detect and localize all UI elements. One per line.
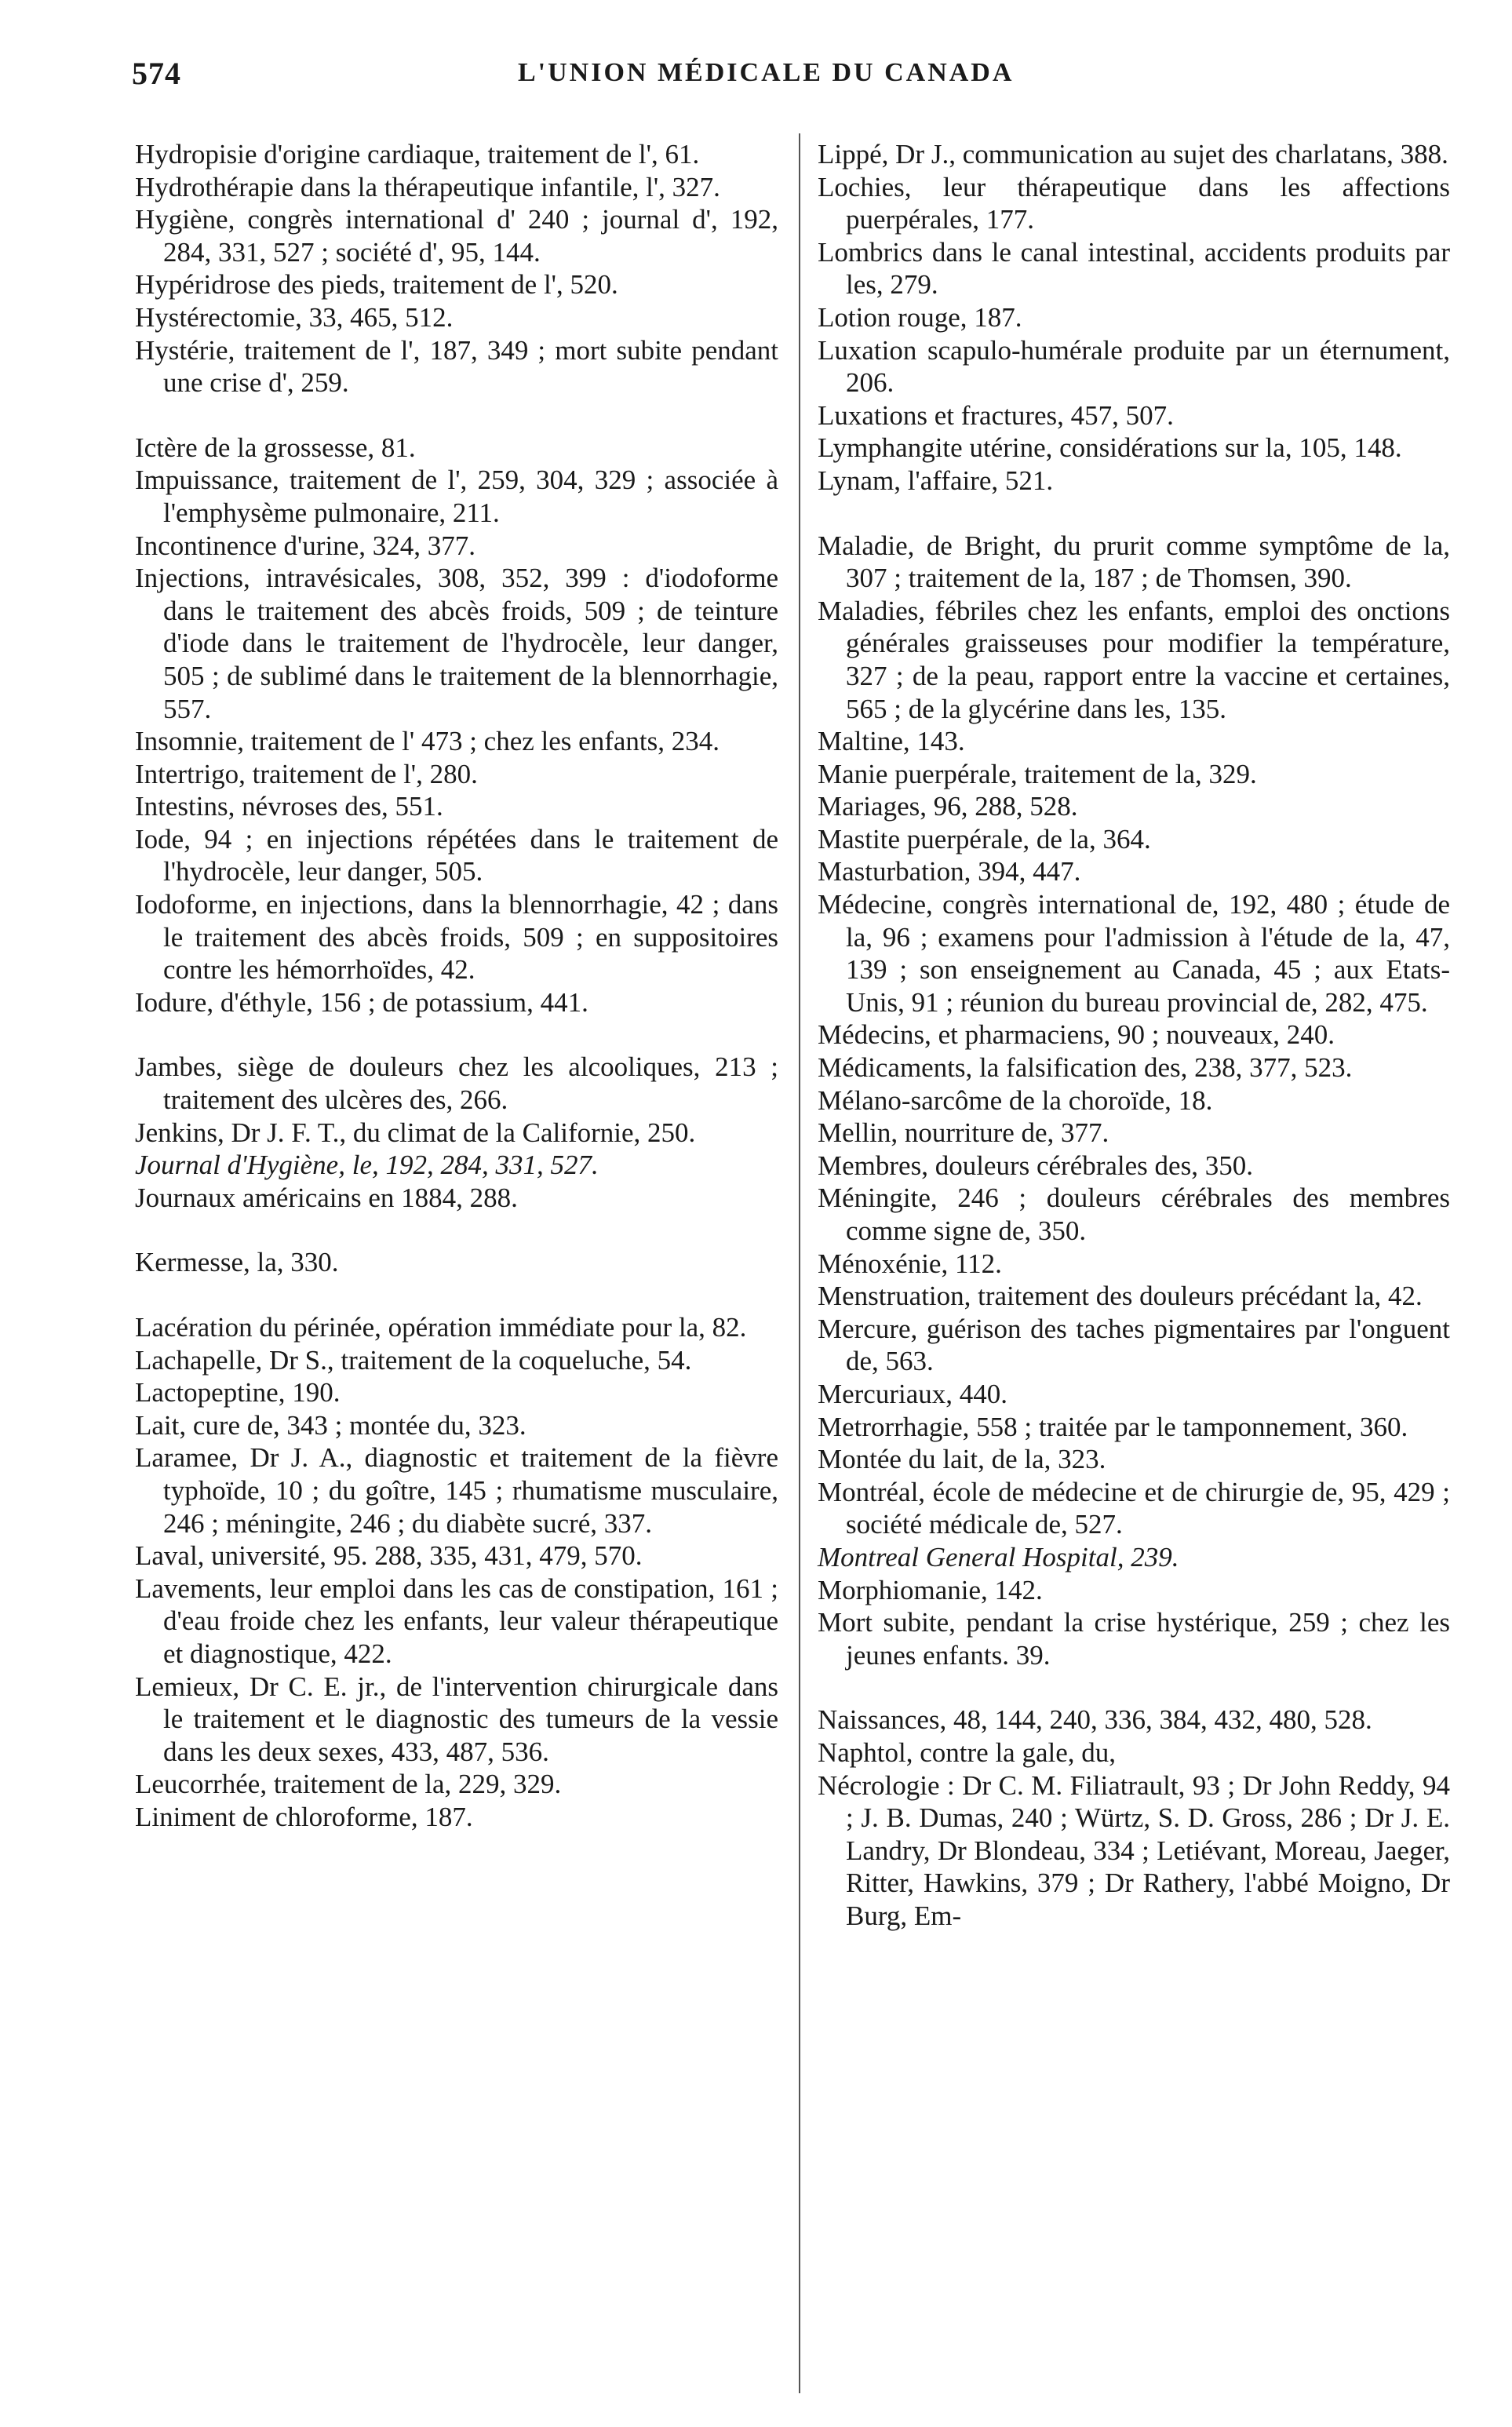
index-entry: Iode, 94 ; en injections répétées dans le traitement de l'hydrocèle, leur danger, 505. — [135, 823, 778, 887]
index-entry: Mercure, guérison des taches pigmentaires par l'onguent de, 563. — [818, 1313, 1450, 1377]
index-entry: Nécrologie : Dr C. M. Filiatrault, 93 ; Dr John Reddy, 94 ; J. B. Dumas, 240 ; Würtz, S. D. Gross, 286 ; Dr J. E. Landry, Dr Blondeau, 334 ; Letiévant, Moreau, Jaeger, Ritter, Hawkins, 379 ; Dr Rathery, l'abbé Moigno, Dr Burg, Em- — [818, 1769, 1450, 1931]
index-entry: Lemieux, Dr C. E. jr., de l'intervention chirurgicale dans le traitement et le diagnostic des tumeurs de la vessie dans les deux sexes, 433, 487, 536. — [135, 1671, 778, 1767]
index-entry: Manie puerpérale, traitement de la, 329. — [818, 758, 1257, 789]
index-entry: Lavements, leur emploi dans les cas de constipation, 161 ; d'eau froide chez les enfants, leur valeur thérapeutique et diagnostique, 422. — [135, 1572, 778, 1669]
index-entry: Mercuriaux, 440. — [818, 1378, 1008, 1409]
index-entry: Journal d'Hygiène, le, 192, 284, 331, 527. — [135, 1150, 599, 1181]
index-entry: Liniment de chloroforme, 187. — [135, 1801, 473, 1832]
column-divider — [799, 133, 800, 2393]
left-column — [135, 138, 778, 1834]
index-entry: Morphiomanie, 142. — [818, 1574, 1043, 1605]
index-entry: Intestins, névroses des, 551. — [135, 791, 443, 822]
index-entry: Lochies, leur thérapeutique dans les affections puerpérales, 177. — [818, 171, 1450, 235]
index-entry: Médecins, et pharmaciens, 90 ; nouveaux, 240. — [818, 1019, 1335, 1051]
index-entry: Jenkins, Dr J. F. T., du climat de la Californie, 250. — [135, 1117, 696, 1148]
index-entry: Hystérectomie, 33, 465, 512. — [135, 301, 454, 333]
index-entry: Hygiène, congrès international d' 240 ; journal d', 192, 284, 331, 527 ; société d', 95, 144. — [135, 204, 778, 268]
index-entry: Laval, université, 95. 288, 335, 431, 479, 570. — [135, 1540, 643, 1572]
index-entry: Laramee, Dr J. A., diagnostic et traitement de la fièvre typhoïde, 10 ; du goître, 145 ; rhumatisme musculaire, 246 ; méningite, 246 ; du diabète sucré, 337. — [135, 1442, 778, 1539]
running-title: L'UNION MÉDICALE DU CANADA — [518, 58, 1015, 87]
index-entry: Montreal General Hospital, 239. — [818, 1541, 1179, 1572]
index-entry: Injections, intravésicales, 308, 352, 399 : d'iodoforme dans le traitement des abcès froids, 509 ; de teinture d'iode dans le traitement de l'hydrocèle, leur danger, 505 ; de sublimé dans le traitement de la blennorrhagie, 557. — [135, 563, 778, 724]
index-entry: Mellin, nourriture de, 377. — [818, 1117, 1109, 1149]
index-entry: Maltine, 143. — [818, 726, 965, 757]
index-entry: Méningite, 246 ; douleurs cérébrales des membres comme signe de, 350. — [818, 1183, 1450, 1246]
index-entry: Hydrothérapie dans la thérapeutique infantile, l', 327. — [135, 171, 720, 202]
index-entry: Lynam, l'affaire, 521. — [818, 465, 1054, 496]
index-entry: Ménoxénie, 112. — [818, 1248, 1002, 1279]
index-entry: Iodure, d'éthyle, 156 ; de potassium, 441. — [135, 986, 588, 1018]
page-number: 574 — [132, 56, 181, 91]
index-entry: Lait, cure de, 343 ; montée du, 323. — [135, 1409, 526, 1441]
index-entry: Leucorrhée, traitement de la, 229, 329. — [135, 1769, 562, 1800]
index-entry: Mariages, 96, 288, 528. — [818, 791, 1078, 822]
index-entry: Lombrics dans le canal intestinal, accidents produits par les, 279. — [818, 236, 1450, 301]
index-entry: Médicaments, la falsification des, 238, 377, 523. — [818, 1052, 1353, 1084]
index-entry: Luxations et fractures, 457, 507. — [818, 399, 1174, 431]
index-entry: Médecine, congrès international de, 192, 480 ; étude de la, 96 ; examens pour l'admission à l'étude de la, 47, 139 ; son enseignement au Canada, 45 ; aux Etats-Unis, 91 ; réunion du bureau provincial de, 282, 475. — [818, 889, 1450, 1018]
index-entry: Metrorrhagie, 558 ; traitée par le tamponnement, 360. — [818, 1411, 1408, 1442]
index-entry: Luxation scapulo-humérale produite par un éternument, 206. — [818, 334, 1450, 399]
index-entry: Mastite puerpérale, de la, 364. — [818, 823, 1151, 855]
index-entry: Lachapelle, Dr S., traitement de la coqueluche, 54. — [135, 1344, 692, 1376]
index-entry: Ictère de la grossesse, 81. — [135, 432, 416, 463]
index-entry: Impuissance, traitement de l', 259, 304, 329 ; associée à l'emphysème pulmonaire, 211. — [135, 465, 778, 528]
index-entry: Masturbation, 394, 447. — [818, 856, 1081, 887]
index-entry: Intertrigo, traitement de l', 280. — [135, 758, 478, 789]
index-entry: Jambes, siège de douleurs chez les alcooliques, 213 ; traitement des ulcères des, 266. — [135, 1051, 778, 1116]
index-entry: Kermesse, la, 330. — [135, 1247, 339, 1278]
index-entry: Insomnie, traitement de l' 473 ; chez les enfants, 234. — [135, 726, 720, 757]
index-entry: Journaux américains en 1884, 288. — [135, 1182, 518, 1213]
index-entry: Naphtol, contre la gale, du, — [818, 1736, 1117, 1768]
index-entry: Lotion rouge, 187. — [818, 301, 1022, 333]
index-entry: Menstruation, traitement des douleurs précédant la, 42. — [818, 1281, 1423, 1312]
index-entry: Hystérie, traitement de l', 187, 349 ; mort subite pendant une crise d', 259. — [135, 334, 778, 399]
index-entry: Membres, douleurs cérébrales des, 350. — [818, 1150, 1253, 1181]
index-entry: Mélano-sarcôme de la choroïde, 18. — [818, 1084, 1213, 1116]
index-entry: Montréal, école de médecine et de chirurgie de, 95, 429 ; société médicale de, 527. — [818, 1476, 1450, 1540]
index-entry: Maladies, fébriles chez les enfants, emploi des onctions générales graisseuses pour modifier la température, 327 ; de la peau, rapport entre la vaccine et certaines, 565 ; de la glycérine dans les, 135. — [818, 595, 1450, 724]
right-column — [818, 138, 1450, 1932]
index-entry: Lippé, Dr J., communication au sujet des charlatans, 388. — [818, 139, 1448, 169]
index-entry: Mort subite, pendant la crise hystérique, 259 ; chez les jeunes enfants. 39. — [818, 1607, 1450, 1671]
index-entry: Iodoforme, en injections, dans la blennorrhagie, 42 ; dans le traitement des abcès froids, 509 ; en suppositoires contre les hémorrhoïdes, 42. — [135, 889, 778, 986]
index-entry: Hypéridrose des pieds, traitement de l', 520. — [135, 269, 618, 301]
index-entry: Incontinence d'urine, 324, 377. — [135, 530, 475, 561]
index-entry: Lymphangite utérine, considérations sur la, 105, 148. — [818, 432, 1402, 464]
index-entry: Lactopeptine, 190. — [135, 1377, 341, 1408]
index-entry: Maladie, de Bright, du prurit comme symptôme de la, 307 ; traitement de la, 187 ; de Thomsen, 390. — [818, 530, 1450, 594]
index-entry: Naissances, 48, 144, 240, 336, 384, 432, 480, 528. — [818, 1704, 1372, 1736]
index-entry: Lacération du périnée, opération immédiate pour la, 82. — [135, 1312, 747, 1343]
index-entry: Hydropisie d'origine cardiaque, traitement de l', 61. — [135, 139, 700, 169]
index-entry: Montée du lait, de la, 323. — [818, 1444, 1106, 1475]
